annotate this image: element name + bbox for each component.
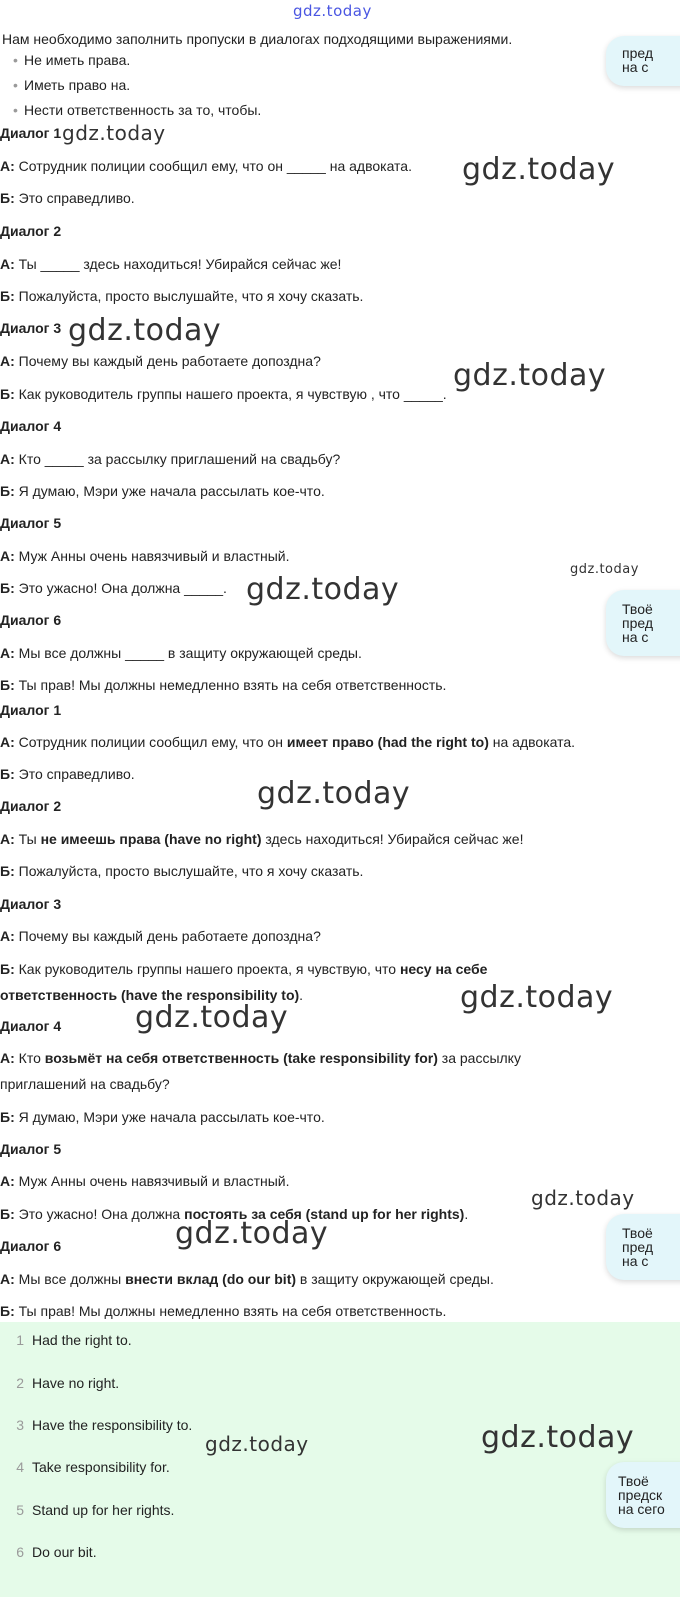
dialog-line-a [0,1050,521,1066]
dialog-line-b [0,1109,325,1125]
answer-highlight: постоять за себя (stand up for her rights) [184,1206,465,1222]
speaker-a: А: [0,548,15,564]
watermark: gdz.today [68,313,222,348]
dialog-line-a [0,831,523,847]
line-text: в защиту окружающей среды. [296,1271,494,1287]
dialog-line-b [0,386,447,402]
line-text: здесь находиться! Убирайся сейчас же! [261,831,524,847]
dialog-line-b [0,580,227,596]
speaker-a: А: [0,1050,15,1066]
option-item: • Не иметь права. [0,50,261,75]
speaker-a: А: [0,158,15,174]
line-text: Это ужасно! Она должна [18,1206,185,1222]
speaker-b: Б: [0,1109,15,1125]
answer-highlight: внести вклад (do our bit) [125,1271,297,1287]
dialog-line-b [0,1303,446,1319]
answer-text: Have no right. [32,1375,120,1391]
bubble-text: Твоё [622,1225,653,1241]
answer-item [0,1459,170,1475]
dialog-line-b [0,190,135,206]
answer-highlight: не имеешь права (have no right) [40,831,262,847]
line-text: Это ужасно! Она должна _____. [18,580,227,596]
line-text: за рассылку [437,1050,521,1066]
promo-bubble[interactable] [606,590,680,656]
speaker-b: Б: [0,1303,15,1319]
watermark: gdz.today [453,358,607,393]
line-text: Почему вы каждый день работаете допоздна? [18,353,321,369]
answer-text: Have the responsibility to. [32,1417,193,1433]
intro-text: Нам необходимо заполнить пропуски в диалогах подходящими выражениями. [2,31,513,47]
dialog-line-b [0,961,487,977]
watermark: gdz.today [62,121,166,145]
watermark: gdz.today [175,1216,329,1251]
dialog-line-b [0,677,446,693]
watermark: gdz.today [481,1420,635,1455]
dialog-title: Диалог 2 [0,798,62,814]
bubble-text: на с [622,629,649,645]
line-text: Как руководитель группы нашего проекта, я чувствую , что _____. [18,386,447,402]
dialog-line-a [0,1271,494,1287]
bubble-text: пред [622,615,654,631]
line-text: . [299,987,304,1003]
dialog-line-a [0,1173,289,1189]
dialog-title: Диалог 6 [0,1238,62,1254]
dialog-line-a-cont [0,1076,170,1092]
answer-number: 3 [16,1417,24,1433]
answer-number: 1 [16,1332,24,1348]
bubble-text: предск [618,1487,663,1503]
dialog-line-b [0,483,325,499]
line-text: Это справедливо. [18,190,135,206]
answer-text: Stand up for her rights. [32,1502,175,1518]
line-text: Я думаю, Мэри уже начала рассылать кое-что. [18,483,325,499]
line-text: Пожалуйста, просто выслушайте, что я хочу сказать. [18,288,364,304]
speaker-a: А: [0,734,15,750]
watermark: gdz.today [205,1432,309,1456]
answer-item [0,1417,192,1433]
answer-item [0,1375,119,1391]
bubble-text: пред [622,1239,654,1255]
speaker-b: Б: [0,863,15,879]
dialog-line-a [0,158,412,174]
answer-item [0,1544,97,1560]
speaker-b: Б: [0,190,15,206]
line-text: Это справедливо. [18,766,135,782]
answer-highlight: возьмёт на себя ответственность (take responsibility for) [44,1050,438,1066]
dialog-title: Диалог 4 [0,1018,62,1034]
speaker-b: Б: [0,580,15,596]
line-text: Сотрудник полиции сообщил ему, что он _____ на адвоката. [18,158,412,174]
promo-bubble[interactable] [606,1462,680,1528]
watermark: gdz.today [462,152,616,187]
speaker-b: Б: [0,386,15,402]
answer-highlight: несу на себе [399,961,488,977]
speaker-a: А: [0,645,15,661]
speaker-a: А: [0,1271,15,1287]
answer-item [0,1502,174,1518]
line-text: приглашений на свадьбу? [0,1076,170,1092]
dialog-line-a [0,353,321,369]
watermark: gdz.today [246,572,400,607]
line-text: на адвоката. [488,734,576,750]
answer-highlight: ответственность (have the responsibility to) [0,987,300,1003]
bubble-text: Твоё [622,601,653,617]
dialog-line-a [0,451,340,467]
promo-bubble[interactable] [606,36,680,86]
dialog-title: Диалог 1 [0,125,62,141]
watermark: gdz.today [531,1186,635,1210]
line-text: Ты прав! Мы должны немедленно взять на себя ответственность. [18,1303,447,1319]
dialog-line-a [0,734,575,750]
dialog-title: Диалог 4 [0,418,62,434]
dialog-title: Диалог 2 [0,223,62,239]
answer-number: 4 [16,1459,24,1475]
bubble-text: на с [622,1253,649,1269]
line-text: . [464,1206,469,1222]
dialog-line-a [0,928,321,944]
line-text: Мы все должны [18,1271,126,1287]
speaker-b: Б: [0,677,15,693]
line-text: Муж Анны очень навязчивый и властный. [18,548,290,564]
line-text: Как руководитель группы нашего проекта, я чувствую, что [18,961,400,977]
answers-panel [0,1322,680,1597]
watermark: gdz.today [460,980,614,1015]
answer-number: 6 [16,1544,24,1560]
dialog-title: Диалог 6 [0,612,62,628]
line-text: Ты [18,831,41,847]
dialog-title: Диалог 5 [0,1141,62,1157]
dialog-line-a [0,645,362,661]
dialog-title: Диалог 5 [0,515,62,531]
watermark: gdz.today [135,1000,289,1035]
speaker-a: А: [0,256,15,272]
line-text: Кто _____ за рассылку приглашений на свадьбу? [18,451,341,467]
line-text: Сотрудник полиции сообщил ему, что он [18,734,287,750]
option-item: • Иметь право на. [0,75,261,100]
line-text: Я думаю, Мэри уже начала рассылать кое-что. [18,1109,325,1125]
dialog-line-a [0,256,341,272]
line-text: Мы все должны _____ в защиту окружающей среды. [18,645,362,661]
line-text: Пожалуйста, просто выслушайте, что я хочу сказать. [18,863,364,879]
bubble-text: на сего [618,1501,665,1517]
speaker-b: Б: [0,1206,15,1222]
watermark-top: gdz.today [293,2,372,20]
speaker-b: Б: [0,483,15,499]
dialog-line-b [0,766,135,782]
watermark: gdz.today [570,562,639,577]
line-text: Почему вы каждый день работаете допоздна? [18,928,321,944]
answer-text: Do our bit. [32,1544,97,1560]
answer-highlight: имеет право (had the right to) [286,734,489,750]
line-text: Ты _____ здесь находиться! Убирайся сейчас же! [18,256,342,272]
answer-text: Had the right to. [32,1332,132,1348]
promo-bubble[interactable] [606,1214,680,1280]
answer-item [0,1332,132,1348]
line-text: Кто [18,1050,45,1066]
options-list [0,50,261,125]
speaker-a: А: [0,928,15,944]
dialog-title: Диалог 3 [0,896,62,912]
option-item: • Нести ответственность за то, чтобы. [0,100,261,125]
dialog-title: Диалог 3 [0,320,62,336]
answer-text: Take responsibility for. [32,1459,170,1475]
speaker-a: А: [0,1173,15,1189]
speaker-a: А: [0,451,15,467]
speaker-b: Б: [0,961,15,977]
dialog-line-a [0,548,289,564]
dialog-line-b [0,288,363,304]
dialog-line-b [0,863,363,879]
answer-number: 5 [16,1502,24,1518]
speaker-a: А: [0,353,15,369]
line-text: Муж Анны очень навязчивый и властный. [18,1173,290,1189]
bubble-text: пред [622,45,654,61]
line-text: Ты прав! Мы должны немедленно взять на себя ответственность. [18,677,447,693]
bubble-text: на с [622,59,649,75]
speaker-b: Б: [0,288,15,304]
answer-number: 2 [16,1375,24,1391]
watermark: gdz.today [257,776,411,811]
bubble-text: Твоё [618,1473,649,1489]
speaker-a: А: [0,831,15,847]
speaker-b: Б: [0,766,15,782]
dialog-title: Диалог 1 [0,702,62,718]
